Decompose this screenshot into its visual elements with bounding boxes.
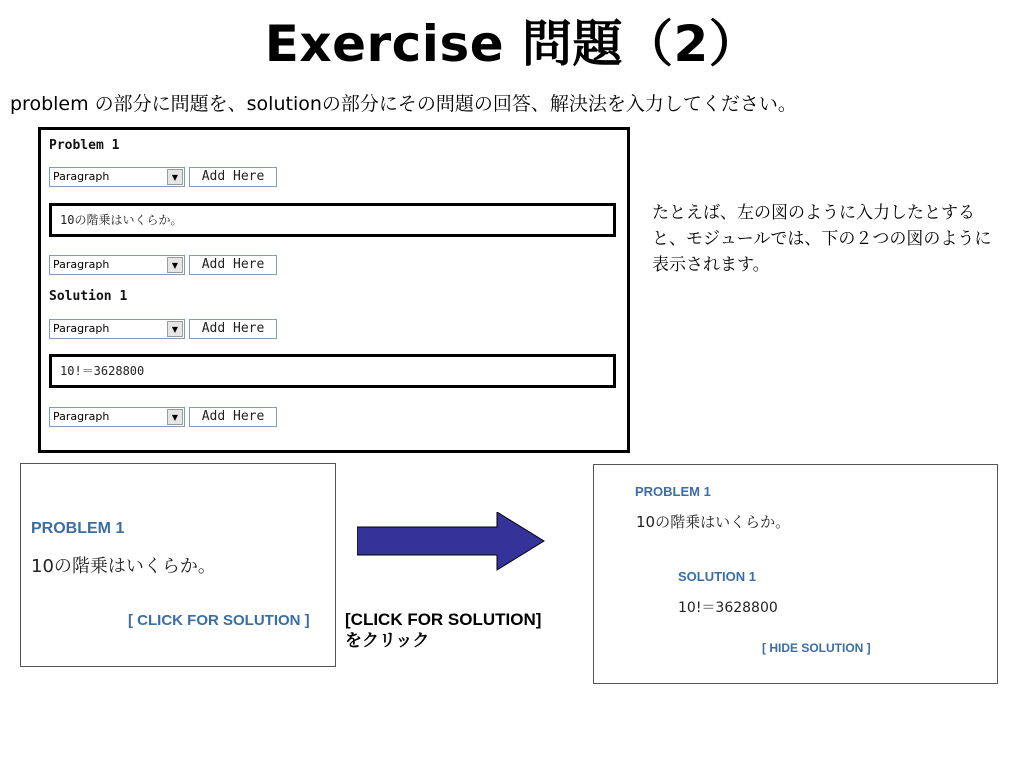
paragraph-select-value: Paragraph xyxy=(53,258,110,271)
problem-text: 10の階乗はいくらか。 xyxy=(636,513,791,531)
paragraph-select-value: Paragraph xyxy=(53,322,110,335)
paragraph-select-value: Paragraph xyxy=(53,170,110,183)
paragraph-select[interactable] xyxy=(49,167,185,187)
module-preview-expanded xyxy=(593,464,998,684)
explanation-note: たとえば、左の図のように入力したとすると、モジュールでは、下の２つの図のように表示されます。 xyxy=(652,203,992,275)
solution-heading: SOLUTION 1 xyxy=(678,569,757,584)
click-caption xyxy=(345,609,541,651)
add-here-button[interactable]: Add Here xyxy=(189,167,277,187)
paragraph-select[interactable] xyxy=(49,319,185,339)
module-preview-collapsed xyxy=(20,463,336,667)
chevron-down-icon[interactable]: ▼ xyxy=(167,321,183,337)
paragraph-select-value: Paragraph xyxy=(53,410,110,423)
chevron-down-icon[interactable]: ▼ xyxy=(167,409,183,425)
caption-line-1: [CLICK FOR SOLUTION] xyxy=(345,610,542,629)
add-here-button[interactable]: Add Here xyxy=(189,407,277,427)
solution-text: 10!＝3628800 xyxy=(678,600,778,616)
problem-label: Problem 1 xyxy=(49,138,120,153)
editor-panel xyxy=(38,127,630,453)
solution-input-box[interactable]: 10!＝3628800 xyxy=(49,354,616,388)
problem-heading: PROBLEM 1 xyxy=(635,484,711,499)
slide-intro-text: problem の部分に問題を、solutionの部分にその問題の回答、解決法を入力してください。 xyxy=(10,93,797,115)
click-for-solution-link[interactable]: [ CLICK FOR SOLUTION ] xyxy=(128,612,310,629)
add-here-button[interactable]: Add Here xyxy=(189,255,277,275)
caption-line-2: をクリック xyxy=(345,631,430,650)
problem-heading: PROBLEM 1 xyxy=(31,520,125,537)
hide-solution-link[interactable]: [ HIDE SOLUTION ] xyxy=(762,641,871,655)
paragraph-select[interactable] xyxy=(49,255,185,275)
add-here-button[interactable]: Add Here xyxy=(189,319,277,339)
right-arrow-icon xyxy=(357,512,547,572)
paragraph-select[interactable] xyxy=(49,407,185,427)
chevron-down-icon[interactable]: ▼ xyxy=(167,257,183,273)
slide-title: Exercise 問題（2） xyxy=(264,15,760,73)
solution-label: Solution 1 xyxy=(49,289,128,304)
problem-text: 10の階乗はいくらか。 xyxy=(31,556,216,577)
chevron-down-icon[interactable]: ▼ xyxy=(167,169,183,185)
problem-input-box[interactable]: 10の階乗はいくらか。 xyxy=(49,203,616,237)
